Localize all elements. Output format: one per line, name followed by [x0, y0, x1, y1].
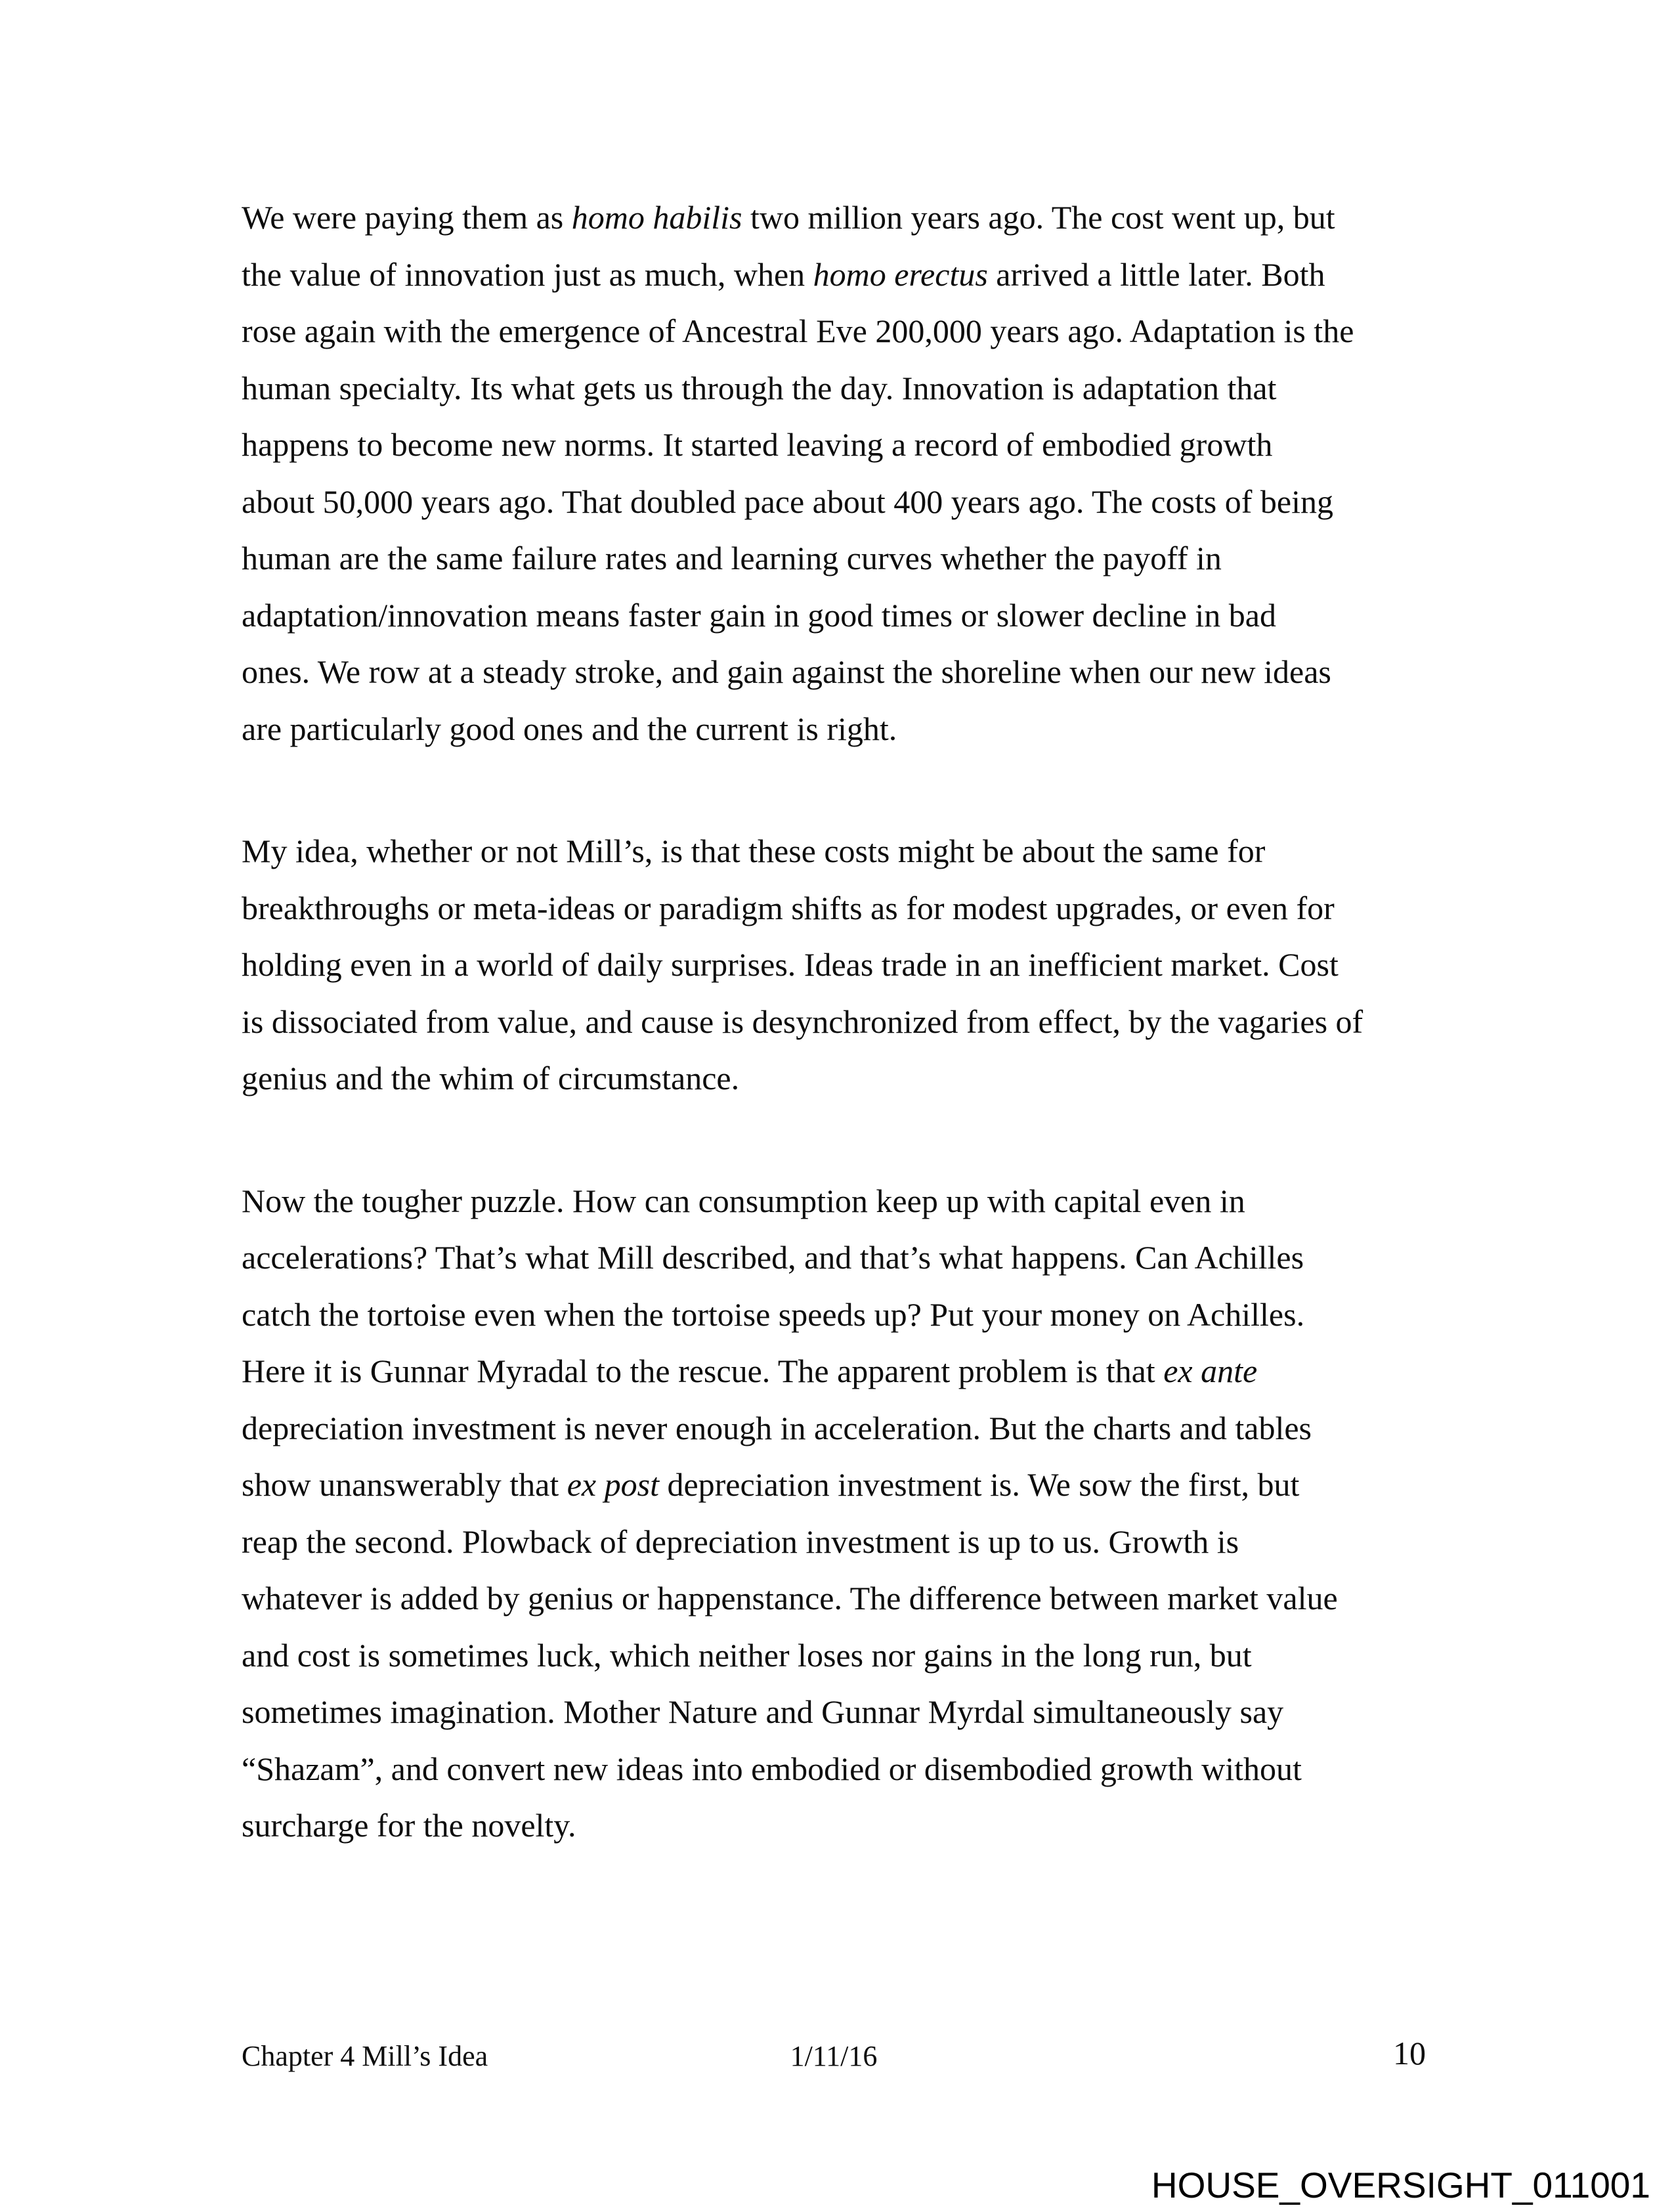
text-line: [242, 189, 1443, 246]
text-segment: about 50,000 years ago. That doubled pace about 400 years ago. The costs of being: [242, 483, 1333, 520]
text-segment: Here it is Gunnar Myradal to the rescue. The apparent problem is that: [242, 1353, 1164, 1389]
text-segment: We were paying them as: [242, 199, 572, 236]
text-segment: sometimes imagination. Mother Nature and Gunnar Myrdal simultaneously say: [242, 1693, 1284, 1730]
document-body: [242, 189, 1443, 1854]
footer-page-number: 10: [1393, 2035, 1426, 2071]
page-footer: [242, 2035, 1426, 2085]
text-segment: human are the same failure rates and learning curves whether the payoff in: [242, 540, 1222, 576]
text-line: [242, 1797, 1443, 1854]
text-segment: is dissociated from value, and cause is desynchronized from effect, by the vagaries of: [242, 1003, 1363, 1040]
text-segment: holding even in a world of daily surprises. Ideas trade in an inefficient market. Cost: [242, 946, 1339, 983]
text-line: [242, 1741, 1443, 1798]
text-segment: whatever is added by genius or happenstance. The difference between market value: [242, 1580, 1338, 1616]
text-segment: happens to become new norms. It started leaving a record of embodied growth: [242, 426, 1273, 463]
text-line: [242, 880, 1443, 937]
paragraph: [242, 189, 1443, 757]
text-line: [242, 1173, 1443, 1230]
text-line: [242, 360, 1443, 417]
paragraph: [242, 823, 1443, 1107]
text-segment: “Shazam”, and convert new ideas into embodied or disembodied growth without: [242, 1750, 1302, 1787]
text-line: [242, 416, 1443, 473]
text-segment: show unanswerably that: [242, 1466, 567, 1503]
text-segment: accelerations? That’s what Mill described, and that’s what happens. Can Achilles: [242, 1239, 1304, 1276]
text-segment: Now the tougher puzzle. How can consumption keep up with capital even in: [242, 1182, 1245, 1219]
text-line: [242, 473, 1443, 531]
text-line: [242, 701, 1443, 758]
text-line: [242, 1400, 1443, 1457]
text-line: [242, 1683, 1443, 1741]
text-segment: reap the second. Plowback of depreciation investment is up to us. Growth is: [242, 1523, 1239, 1560]
text-segment: are particularly good ones and the current is right.: [242, 710, 897, 747]
text-segment: catch the tortoise even when the tortoise speeds up? Put your money on Achilles.: [242, 1295, 1305, 1333]
text-line: [242, 303, 1443, 360]
text-line: [242, 1570, 1443, 1627]
footer-date: 1/11/16: [790, 2040, 878, 2072]
text-line: [242, 1343, 1443, 1400]
text-line: [242, 1627, 1443, 1684]
italic-text-segment: homo erectus: [813, 255, 988, 293]
text-segment: My idea, whether or not Mill’s, is that these costs might be about the same for: [242, 833, 1266, 869]
text-line: [242, 1050, 1443, 1107]
text-line: [242, 1513, 1443, 1571]
bates-stamp: HOUSE_OVERSIGHT_011001: [1151, 2165, 1650, 2205]
text-line: [242, 246, 1443, 303]
text-line: [242, 1456, 1443, 1513]
text-line: [242, 936, 1443, 993]
text-segment: human specialty. Its what gets us through the day. Innovation is adaptation that: [242, 369, 1277, 406]
text-segment: depreciation investment is. We sow the first, but: [658, 1466, 1300, 1503]
text-segment: the value of innovation just as much, when: [242, 255, 813, 293]
text-segment: genius and the whim of circumstance.: [242, 1060, 740, 1096]
text-line: [242, 530, 1443, 587]
paragraph: [242, 1173, 1443, 1854]
text-line: [242, 1286, 1443, 1343]
text-segment: rose again with the emergence of Ancestral Eve 200,000 years ago. Adaptation is the: [242, 313, 1354, 349]
text-segment: depreciation investment is never enough in acceleration. But the charts and tables: [242, 1409, 1312, 1446]
italic-text-segment: homo habilis: [571, 199, 742, 236]
text-segment: surcharge for the novelty.: [242, 1807, 576, 1844]
italic-text-segment: ex ante: [1163, 1353, 1258, 1389]
text-segment: ones. We row at a steady stroke, and gain against the shoreline when our new ideas: [242, 653, 1331, 690]
text-segment: arrived a little later. Both: [987, 255, 1325, 293]
italic-text-segment: ex post: [567, 1466, 659, 1503]
text-line: [242, 587, 1443, 644]
text-line: [242, 1229, 1443, 1286]
text-line: [242, 993, 1443, 1051]
text-segment: two million years ago. The cost went up, but: [742, 199, 1335, 236]
text-segment: and cost is sometimes luck, which neither loses nor gains in the long run, but: [242, 1636, 1252, 1674]
text-segment: breakthroughs or meta-ideas or paradigm shifts as for modest upgrades, or even for: [242, 889, 1335, 926]
footer-chapter-title: Chapter 4 Mill’s Idea: [242, 2040, 488, 2072]
text-line: [242, 643, 1443, 701]
text-line: [242, 823, 1443, 880]
text-segment: adaptation/innovation means faster gain in good times or slower decline in bad: [242, 596, 1276, 634]
